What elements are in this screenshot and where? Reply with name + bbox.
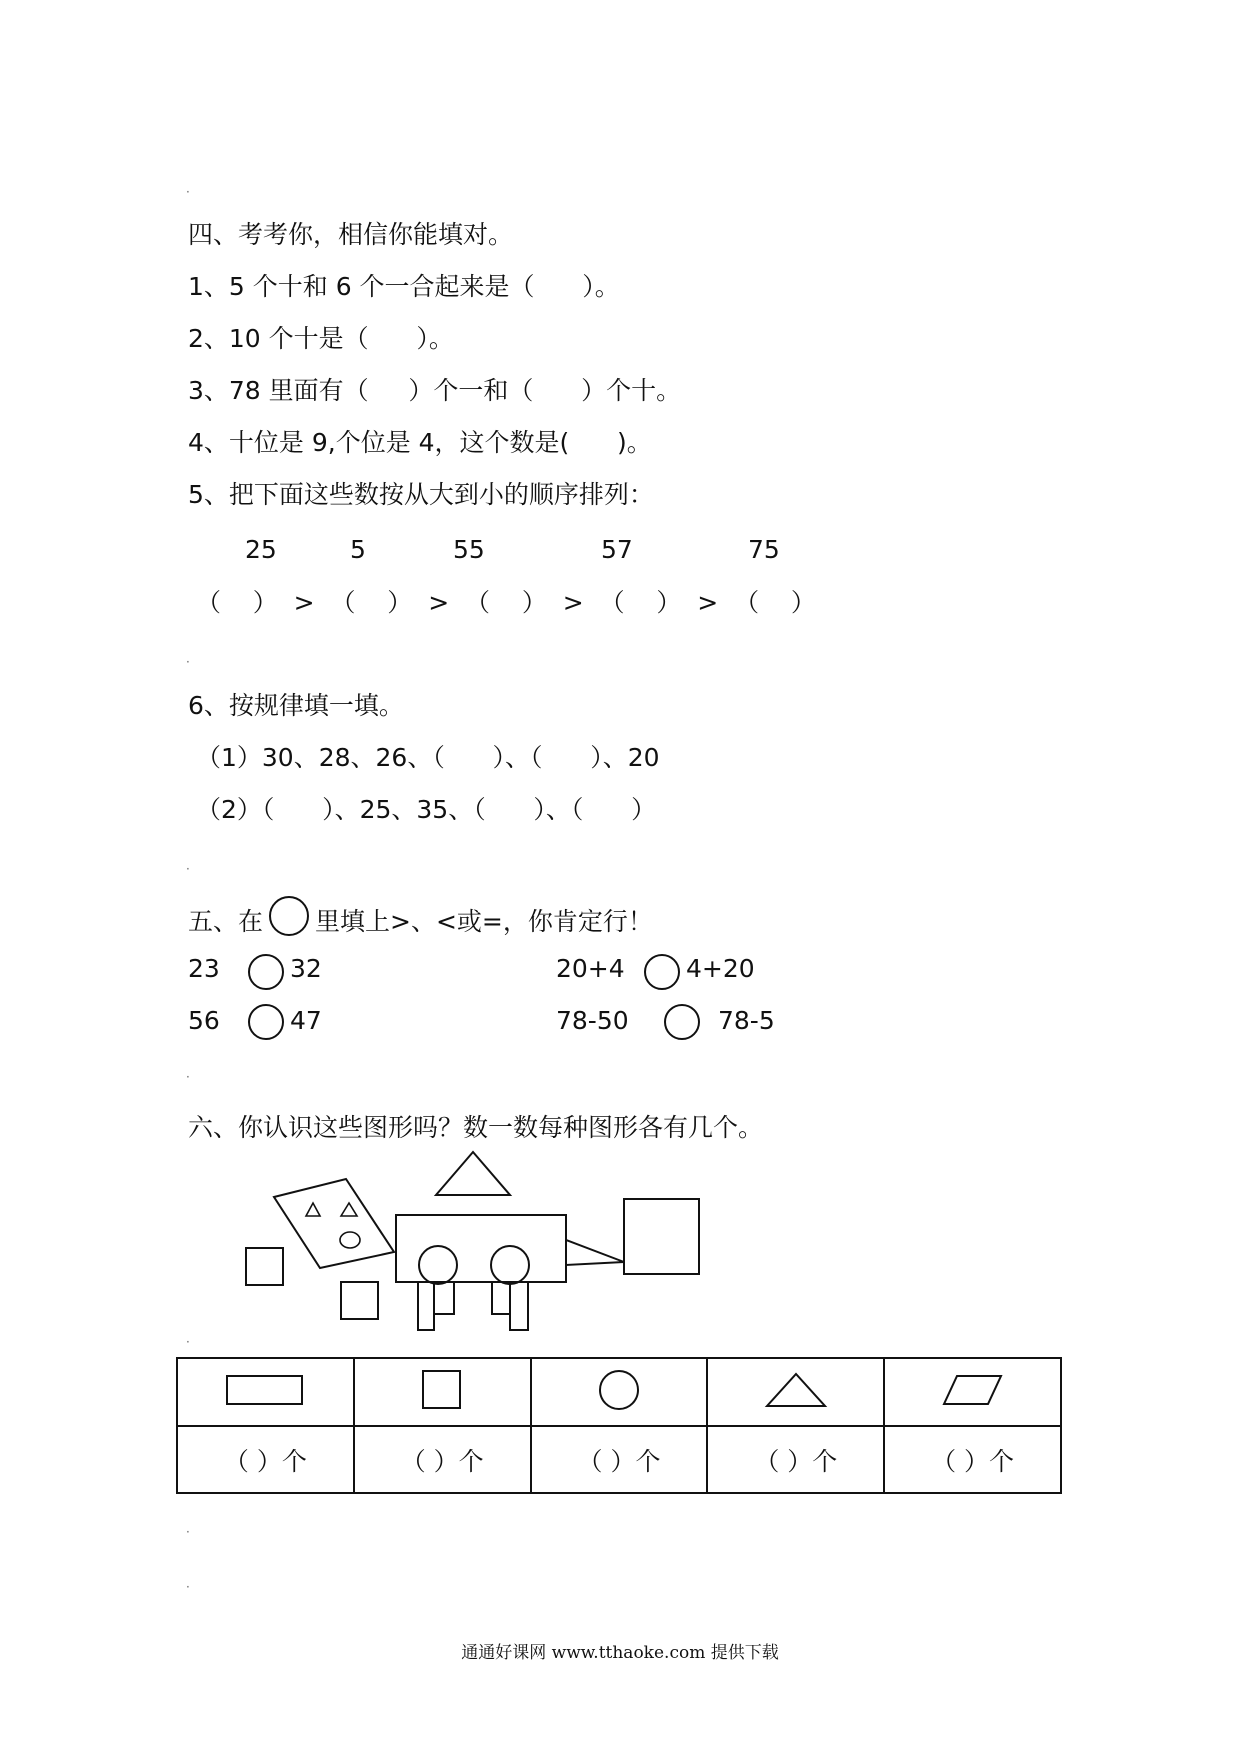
- number-item: 57: [601, 535, 633, 564]
- question-6-2: （2）（ ）、25、35、（ ）、（ ）: [196, 795, 657, 824]
- section5-title-after: 里填上>、<或=，你肯定行！: [315, 907, 653, 936]
- figure-circle-wheel: [419, 1246, 457, 1284]
- footer-source: 通通好课网 www.tthaoke.com 提供下载: [461, 1643, 779, 1663]
- figure-square-small: [246, 1248, 283, 1285]
- count-answer-cell[interactable]: （ ）个: [884, 1426, 1061, 1493]
- table-cell: [177, 1358, 354, 1426]
- section4-title: 四、考考你，相信你能填对。: [188, 220, 514, 249]
- margin-dot: ·: [186, 655, 190, 669]
- rectangle-icon: [225, 1372, 305, 1408]
- table-cell: [707, 1358, 884, 1426]
- number-item: 25: [245, 535, 277, 564]
- table-cell: [884, 1358, 1061, 1426]
- triangle-icon: [764, 1370, 828, 1410]
- figure-rectangle-leg: [492, 1282, 510, 1314]
- figure-rectangle-leg: [418, 1282, 434, 1330]
- number-item: 55: [453, 535, 485, 564]
- question-1: 1、5 个十和 6 个一合起来是（ ）。: [188, 272, 620, 301]
- section6-title: 六、你认识这些图形吗？数一数每种图形各有几个。: [188, 1113, 764, 1142]
- section5-title-before: 五、在: [188, 907, 264, 936]
- question-6-1: （1）30、28、26、（ ）、（ ）、20: [196, 743, 660, 772]
- compare-left-value: 78-50: [556, 1006, 629, 1035]
- figure-parallelogram: [274, 1179, 394, 1268]
- figure-rectangle-leg: [434, 1282, 454, 1314]
- figure-rectangle-body: [396, 1215, 566, 1282]
- count-answer-cell[interactable]: （ ）个: [707, 1426, 884, 1493]
- table-row: [177, 1358, 1061, 1426]
- question-2: 2、10 个十是（ ）。: [188, 324, 454, 353]
- table-row: [177, 1426, 1061, 1493]
- circle-icon: [597, 1368, 641, 1412]
- figure-circle-wheel: [491, 1246, 529, 1284]
- margin-dot: ·: [186, 185, 190, 199]
- compare-left-value: 20+4: [556, 954, 625, 983]
- question-4: 4、十位是 9,个位是 4，这个数是( )。: [188, 428, 652, 457]
- question-6: 6、按规律填一填。: [188, 691, 404, 720]
- figure-small-circle: [340, 1232, 360, 1248]
- table-cell: [531, 1358, 708, 1426]
- figure-small-triangle: [341, 1203, 357, 1216]
- figure-rectangle-leg: [510, 1282, 528, 1330]
- compare-right-value: 47: [290, 1006, 322, 1035]
- compare-left-value: 56: [188, 1006, 220, 1035]
- compare-right-value: 4+20: [686, 954, 755, 983]
- margin-dot: ·: [186, 862, 190, 876]
- number-item: 75: [748, 535, 780, 564]
- count-answer-cell[interactable]: （ ）个: [177, 1426, 354, 1493]
- compare-right-value: 32: [290, 954, 322, 983]
- count-answer-cell[interactable]: （ ）个: [531, 1426, 708, 1493]
- figure-square-large: [624, 1199, 699, 1274]
- figure-triangle-head: [436, 1152, 510, 1195]
- margin-dot: ·: [186, 1580, 190, 1594]
- figure-square-small: [341, 1282, 378, 1319]
- figure-thin-triangle: [566, 1240, 624, 1265]
- margin-dot: ·: [186, 1335, 190, 1349]
- question-5: 5、把下面这些数按从大到小的顺序排列：: [188, 480, 654, 509]
- parallelogram-icon: [941, 1372, 1005, 1408]
- count-answer-cell[interactable]: （ ）个: [354, 1426, 531, 1493]
- compare-right-value: 78-5: [718, 1006, 775, 1035]
- order-row: （ ） > （ ） > （ ） > （ ） > （ ）: [196, 588, 816, 617]
- question-3: 3、78 里面有（ ）个一和（ ）个十。: [188, 376, 682, 405]
- table-cell: [354, 1358, 531, 1426]
- margin-dot: ·: [186, 1525, 190, 1539]
- margin-dot: ·: [186, 1070, 190, 1084]
- number-item: 5: [350, 535, 366, 564]
- shape-count-table: [176, 1357, 1062, 1494]
- figure-small-triangle: [306, 1203, 320, 1216]
- square-icon: [420, 1368, 464, 1412]
- compare-left-value: 23: [188, 954, 220, 983]
